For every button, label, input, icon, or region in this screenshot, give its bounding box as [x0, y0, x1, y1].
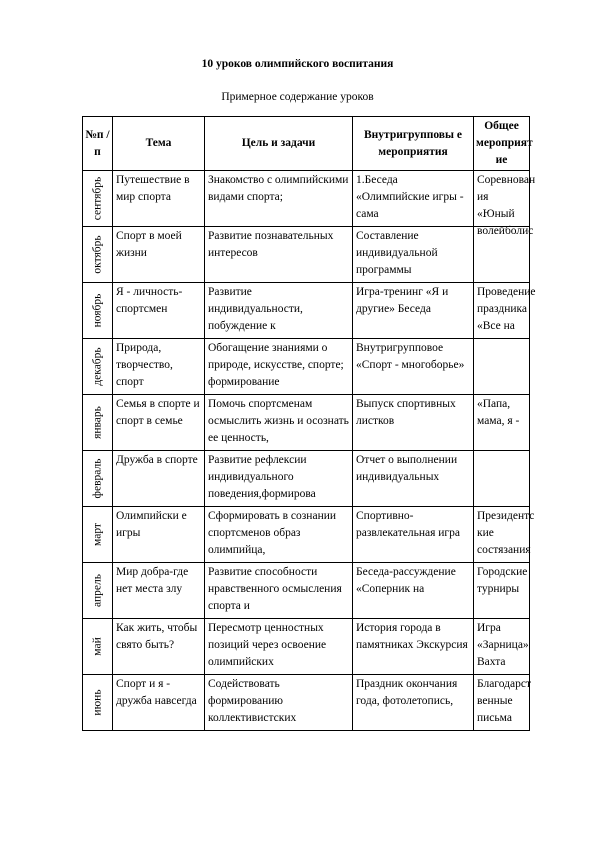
- month-cell-text: январь: [91, 405, 103, 439]
- group-events-cell: [353, 563, 474, 619]
- group-events-cell-text: Праздник окончания года, фотолетопись,: [356, 678, 458, 707]
- month-cell-text: октябрь: [91, 234, 103, 274]
- month-cell: [83, 395, 113, 451]
- goal-cell-text: Развитие рефлексии индивидуального поведения,формирова: [208, 454, 316, 500]
- group-events-cell-text: История города в памятниках Экскурсия: [356, 622, 468, 651]
- header-number: №п /п: [83, 117, 113, 171]
- goal-cell: [205, 171, 353, 227]
- header-general-events: Общее мероприят ие: [474, 117, 530, 171]
- theme-cell-text: Спорт в моей жизни: [116, 230, 182, 259]
- goal-cell: [205, 339, 353, 395]
- goal-cell-text: Развитие познавательных интересов: [208, 230, 334, 259]
- goal-cell: [205, 227, 353, 283]
- group-events-cell-text: Внутригрупповое «Спорт - многоборье»: [356, 342, 465, 371]
- group-events-cell-text: Выпуск спортивных листков: [356, 398, 456, 427]
- month-cell-text: март: [91, 522, 103, 546]
- goal-cell-text: Содействовать формированию коллективистских: [208, 678, 297, 724]
- general-events-cell: [474, 563, 530, 619]
- group-events-cell-text: Игра-тренинг «Я и другие» Беседа: [356, 286, 449, 315]
- group-events-cell: [353, 451, 474, 507]
- theme-cell: [113, 451, 205, 507]
- goal-cell-text: Обогащение знаниями о природе, искусстве, спорте; формирование: [208, 342, 344, 388]
- group-events-cell-text: Отчет о выполнении индивидуальных: [356, 454, 458, 483]
- table-row: [83, 171, 530, 227]
- theme-cell: [113, 283, 205, 339]
- goal-cell: [205, 563, 353, 619]
- theme-cell-text: Олимпийски е игры: [116, 510, 187, 539]
- header-theme: Тема: [113, 117, 205, 171]
- goal-cell-text: Знакомство с олимпийскими видами спорта;: [208, 174, 349, 203]
- group-events-cell-text: 1.Беседа «Олимпийские игры - сама: [356, 174, 464, 220]
- month-cell: [83, 283, 113, 339]
- table-row: [83, 227, 530, 283]
- goal-cell-text: Развитие способности нравственного осмысления спорта и: [208, 566, 342, 612]
- theme-cell-text: Спорт и я - дружба навсегда: [116, 678, 197, 707]
- goal-cell: [205, 283, 353, 339]
- general-events-cell-text: Соревнован ия «Юный волейболис: [477, 174, 536, 237]
- general-events-cell: [474, 339, 530, 395]
- goal-cell: [205, 675, 353, 731]
- theme-cell: [113, 171, 205, 227]
- general-events-cell-text: Городские турниры: [477, 566, 528, 595]
- general-events-cell-text: [477, 340, 526, 393]
- general-events-cell: [474, 507, 535, 563]
- group-events-cell: [353, 283, 474, 339]
- month-cell: [83, 451, 113, 507]
- goal-cell: [205, 451, 353, 507]
- theme-cell-text: Я - личность-спортсмен: [116, 286, 183, 315]
- theme-cell-text: Как жить, чтобы свято быть?: [116, 622, 198, 651]
- group-events-cell: [353, 675, 474, 731]
- goal-cell: [205, 619, 353, 675]
- goal-cell: [205, 395, 353, 451]
- general-events-cell-text: Президентс кие состязания: [477, 510, 535, 556]
- theme-cell-text: Дружба в спорте: [116, 454, 198, 466]
- month-cell-text: апрель: [91, 573, 103, 607]
- table-row: [83, 395, 530, 451]
- theme-cell: [113, 563, 205, 619]
- month-cell-text: май: [91, 636, 103, 656]
- month-cell: [83, 563, 113, 619]
- theme-cell: [113, 507, 205, 563]
- goal-cell-text: Пересмотр ценностных позиций через освоение олимпийских: [208, 622, 327, 668]
- month-cell: [83, 619, 113, 675]
- general-events-cell-text: Проведение праздника «Все на: [477, 286, 536, 332]
- group-events-cell: [353, 339, 474, 395]
- group-events-cell: [353, 619, 474, 675]
- group-events-cell: [353, 507, 474, 563]
- theme-cell-text: Семья в спорте и спорт в семье: [116, 398, 200, 427]
- group-events-cell: [353, 395, 474, 451]
- header-group-events: Внутригрупповы е мероприятия: [353, 117, 474, 171]
- theme-cell: [113, 339, 205, 395]
- theme-cell: [113, 395, 205, 451]
- general-events-cell: [474, 675, 530, 731]
- month-cell: [83, 507, 113, 563]
- theme-cell: [113, 675, 205, 731]
- group-events-cell: [353, 171, 474, 227]
- month-cell-text: сентябрь: [91, 176, 103, 220]
- general-events-cell-text: Игра «Зарница» Вахта: [477, 622, 529, 668]
- table-row: [83, 451, 530, 507]
- theme-cell-text: Путешествие в мир спорта: [116, 174, 190, 203]
- general-events-cell: [474, 451, 530, 507]
- theme-cell: [113, 227, 205, 283]
- general-events-cell: [474, 171, 536, 237]
- goal-cell-text: Развитие индивидуальности, побуждение к: [208, 286, 303, 332]
- month-cell-text: февраль: [91, 458, 103, 498]
- month-cell-text: июнь: [91, 688, 103, 716]
- table-row: [83, 283, 530, 339]
- group-events-cell: [353, 227, 474, 283]
- general-events-cell-text: Благодарст венные письма: [477, 678, 531, 724]
- month-cell: [83, 339, 113, 395]
- general-events-cell: [474, 283, 536, 339]
- goal-cell-text: Сформировать в сознании спортсменов образ олимпийца,: [208, 510, 337, 556]
- table-row: [83, 339, 530, 395]
- month-cell: [83, 171, 113, 227]
- general-events-cell-text: «Папа, мама, я -: [477, 398, 520, 427]
- month-cell-text: декабрь: [91, 346, 103, 386]
- group-events-cell-text: Составление индивидуальной программы: [356, 230, 438, 276]
- theme-cell-text: Природа, творчество, спорт: [116, 342, 173, 388]
- page-title: 10 уроков олимпийского воспитания: [201, 58, 394, 70]
- month-cell: [83, 675, 113, 731]
- table-row: [83, 619, 530, 675]
- general-events-cell: [474, 395, 530, 451]
- general-events-cell-text: [477, 452, 526, 505]
- theme-cell-text: Мир добра-где нет места злу: [116, 566, 189, 595]
- general-events-cell: [474, 619, 530, 675]
- table-row: [83, 675, 530, 731]
- theme-cell: [113, 619, 205, 675]
- group-events-cell-text: Беседа-рассуждение «Соперник на: [356, 566, 456, 595]
- header-goal: Цель и задачи: [205, 117, 353, 171]
- goal-cell-text: Помочь спортсменам осмыслить жизнь и осознать ее ценность,: [208, 398, 349, 444]
- table-row: [83, 507, 530, 563]
- table-row: [83, 563, 530, 619]
- goal-cell: [205, 507, 353, 563]
- month-cell: [83, 227, 113, 283]
- table-header-row: [83, 117, 530, 171]
- group-events-cell-text: Спортивно-развлекательная игра: [356, 510, 460, 539]
- page-subtitle: Примерное содержание уроков: [221, 91, 374, 103]
- lessons-table: [82, 116, 536, 731]
- month-cell-text: ноябрь: [91, 293, 103, 327]
